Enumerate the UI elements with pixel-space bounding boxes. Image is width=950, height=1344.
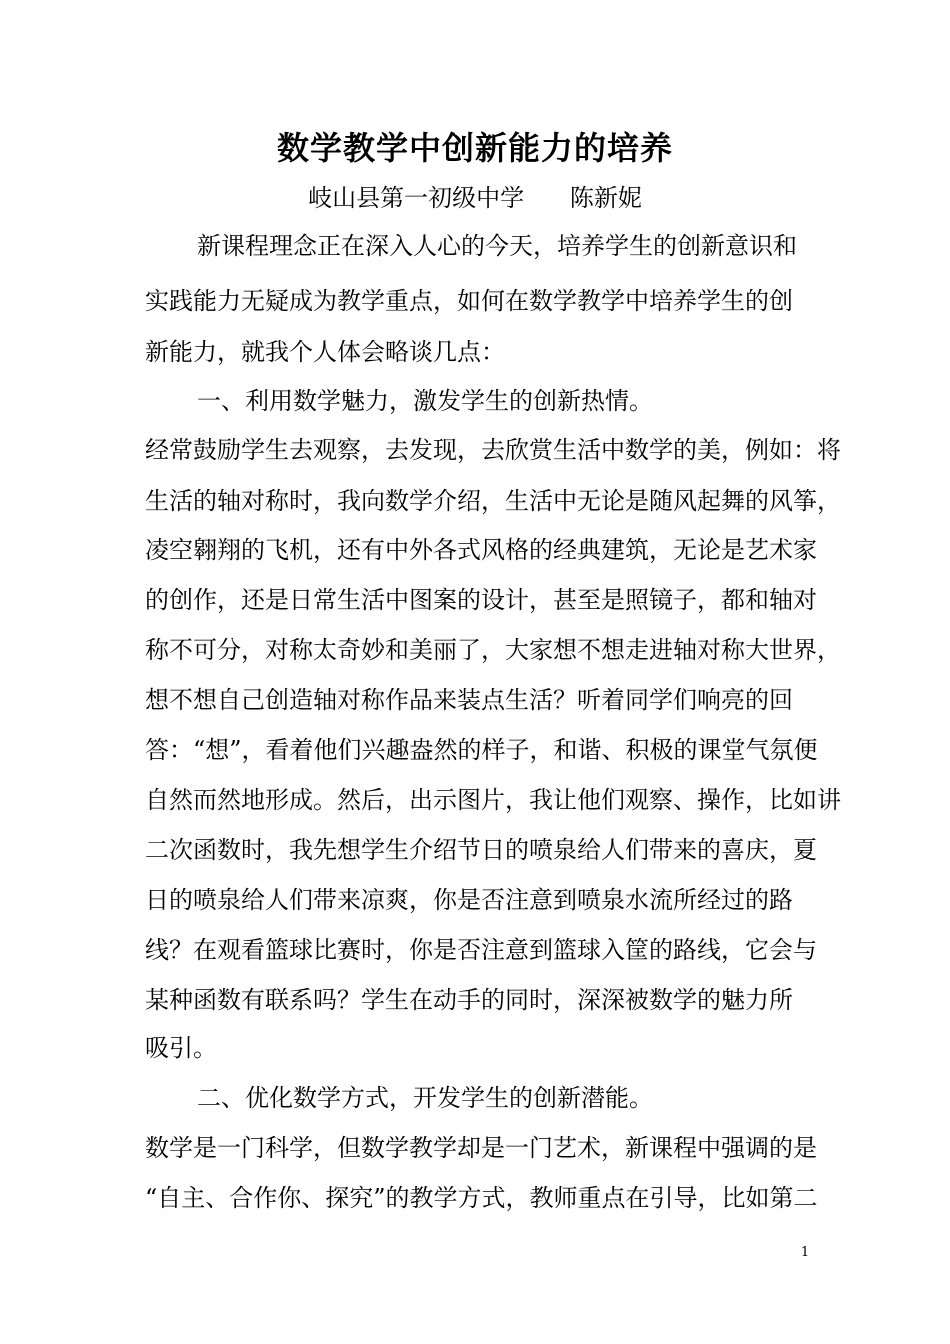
paragraph-line: 日的喷泉给人们带来凉爽，你是否注意到喷泉水流所经过的路: [145, 886, 793, 914]
paragraph-line: 新能力，就我个人体会略谈几点：: [145, 338, 505, 366]
paragraph-line: 经常鼓励学生去观察，去发现，去欣赏生活中数学的美，例如：将: [145, 436, 841, 464]
paragraph-line: 的创作，还是日常生活中图案的设计，甚至是照镜子，都和轴对: [145, 586, 817, 614]
paragraph-line: 答：“想”，看着他们兴趣盎然的样子，和谐、积极的课堂气氛便: [145, 736, 818, 764]
paragraph-line: 二次函数时，我先想学生介绍节日的喷泉给人们带来的喜庆，夏: [145, 836, 817, 864]
paragraph-line: 线？在观看篮球比赛时，你是否注意到篮球入筐的路线，它会与: [145, 936, 817, 964]
section-heading: 二、优化数学方式，开发学生的创新潜能。: [197, 1084, 653, 1112]
document-title: 数学教学中创新能力的培养: [276, 129, 673, 167]
paragraph-line: 自然而然地形成。然后，出示图片，我让他们观察、操作，比如讲: [145, 786, 841, 814]
paragraph-line: 吸引。: [145, 1034, 217, 1062]
paragraph-line: 凌空翱翔的飞机，还有中外各式风格的经典建筑，无论是艺术家: [145, 536, 817, 564]
paragraph-line: 实践能力无疑成为教学重点，如何在数学教学中培养学生的创: [145, 287, 793, 315]
paragraph-line: “自主、合作你、探究”的教学方式，教师重点在引导，比如第二: [145, 1184, 818, 1212]
paragraph-line: 新课程理念正在深入人心的今天，培养学生的创新意识和: [197, 232, 797, 260]
paragraph-line: 某种函数有联系吗？学生在动手的同时，深深被数学的魅力所: [145, 986, 793, 1014]
page-number: 1: [800, 1245, 810, 1260]
paragraph-line: 称不可分，对称太奇妙和美丽了，大家想不想走进轴对称大世界，: [145, 636, 841, 664]
paragraph-line: 想不想自己创造轴对称作品来装点生活？听着同学们响亮的回: [145, 686, 793, 714]
paragraph-line: 生活的轴对称时，我向数学介绍，生活中无论是随风起舞的风筝，: [145, 487, 841, 515]
paragraph-line: 数学是一门科学，但数学教学却是一门艺术，新课程中强调的是: [145, 1134, 817, 1162]
author-line: 岐山县第一初级中学 陈新妮: [308, 184, 642, 212]
section-heading: 一、利用数学魅力，激发学生的创新热情。: [197, 387, 653, 415]
